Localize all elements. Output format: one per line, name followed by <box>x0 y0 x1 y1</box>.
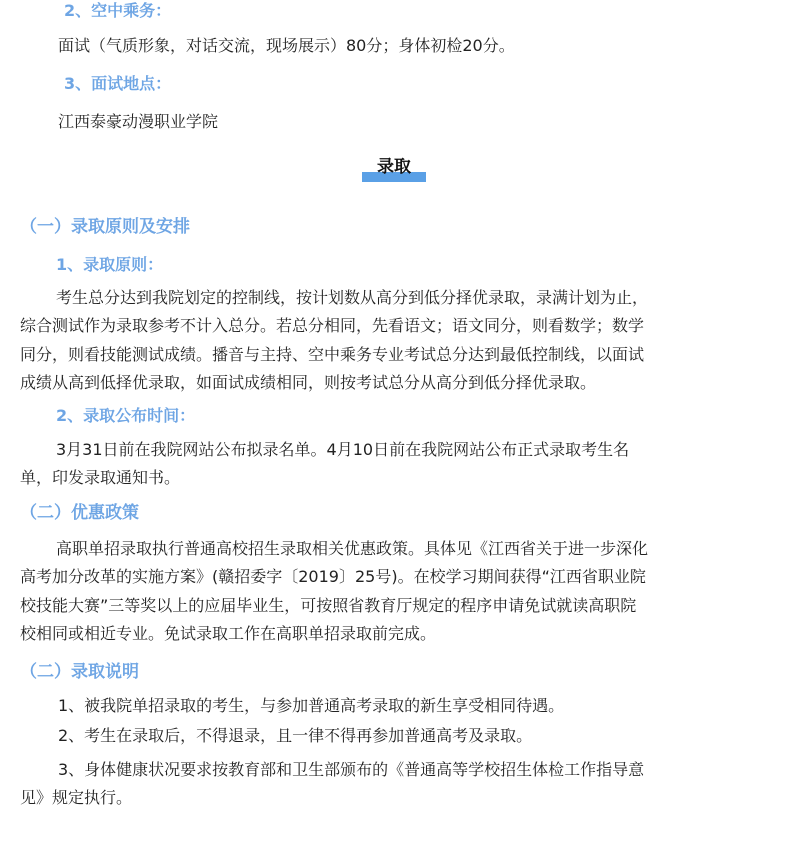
paragraph-line: 高考加分改革的实施方案》(赣招委字〔2019〕25号)。在校学习期间获得“江西省职业院 <box>20 567 646 587</box>
paragraph-line: 综合测试作为录取参考不计入总分。若总分相同，先看语文；语文同分，则看数学；数学 <box>20 316 645 336</box>
paragraph-line: 3月31日前在我院网站公布拟录名单。4月10日前在我院网站公布正式录取考生名 <box>56 440 630 459</box>
admission-note-3 <box>20 756 644 813</box>
paragraph-line: 考生总分达到我院划定的控制线，按计划数从高分到低分择优录取，录满计划为止， <box>56 288 649 307</box>
paragraph-line: 校相同或相近专业。免试录取工作在高职单招录取前完成。 <box>20 623 437 643</box>
admission-title-block <box>362 154 426 182</box>
section-heading-admission-notes: （二）录取说明 <box>20 662 139 682</box>
admission-note-1: 1、被我院单招录取的考生，与参加普通高考录取的新生享受相同待遇。 <box>58 696 565 715</box>
preferential-policy-paragraph <box>20 535 648 648</box>
paragraph-line: 成绩从高到低择优录取，如面试成绩相同，则按考试总分从高分到低分择优录取。 <box>20 372 597 392</box>
section-heading-preferential-policy: （二）优惠政策 <box>20 503 139 523</box>
publish-time-paragraph <box>20 436 629 493</box>
paragraph-line: 同分，则看技能测试成绩。播音与主持、空中乘务专业考试总分达到最低控制线，以面试 <box>20 344 645 364</box>
paragraph-line: 见》规定执行。 <box>20 788 133 808</box>
paragraph-line: 校技能大赛”三等奖以上的应届毕业生，可按照省教育厅规定的程序申请免试就读高职院 <box>20 595 637 615</box>
interview-location-text: 江西泰豪动漫职业学院 <box>58 112 219 131</box>
admission-title: 录取 <box>377 157 411 177</box>
paragraph-line: 单，印发录取通知书。 <box>20 468 181 488</box>
subheading-publish-time: 2、录取公布时间： <box>56 406 196 425</box>
admission-principle-paragraph <box>20 284 648 397</box>
subheading-admission-principle: 1、录取原则： <box>56 255 164 274</box>
admission-note-2: 2、考生在录取后，不得退录，且一律不得再参加普通高考及录取。 <box>58 726 533 745</box>
paragraph-line: 高职单招录取执行普通高校招生录取相关优惠政策。具体见《江西省关于进一步深化 <box>56 539 649 558</box>
section-heading-admission-principles: （一）录取原则及安排 <box>20 217 190 237</box>
cabin-crew-score-text: 面试（气质形象，对话交流，现场展示）80分；身体初检20分。 <box>58 36 515 55</box>
paragraph-line: 3、身体健康状况要求按教育部和卫生部颁布的《普通高等学校招生体检工作指导意 <box>58 760 645 779</box>
subheading-cabin-crew: 2、空中乘务： <box>64 1 172 20</box>
subheading-interview-location: 3、面试地点： <box>64 74 172 93</box>
